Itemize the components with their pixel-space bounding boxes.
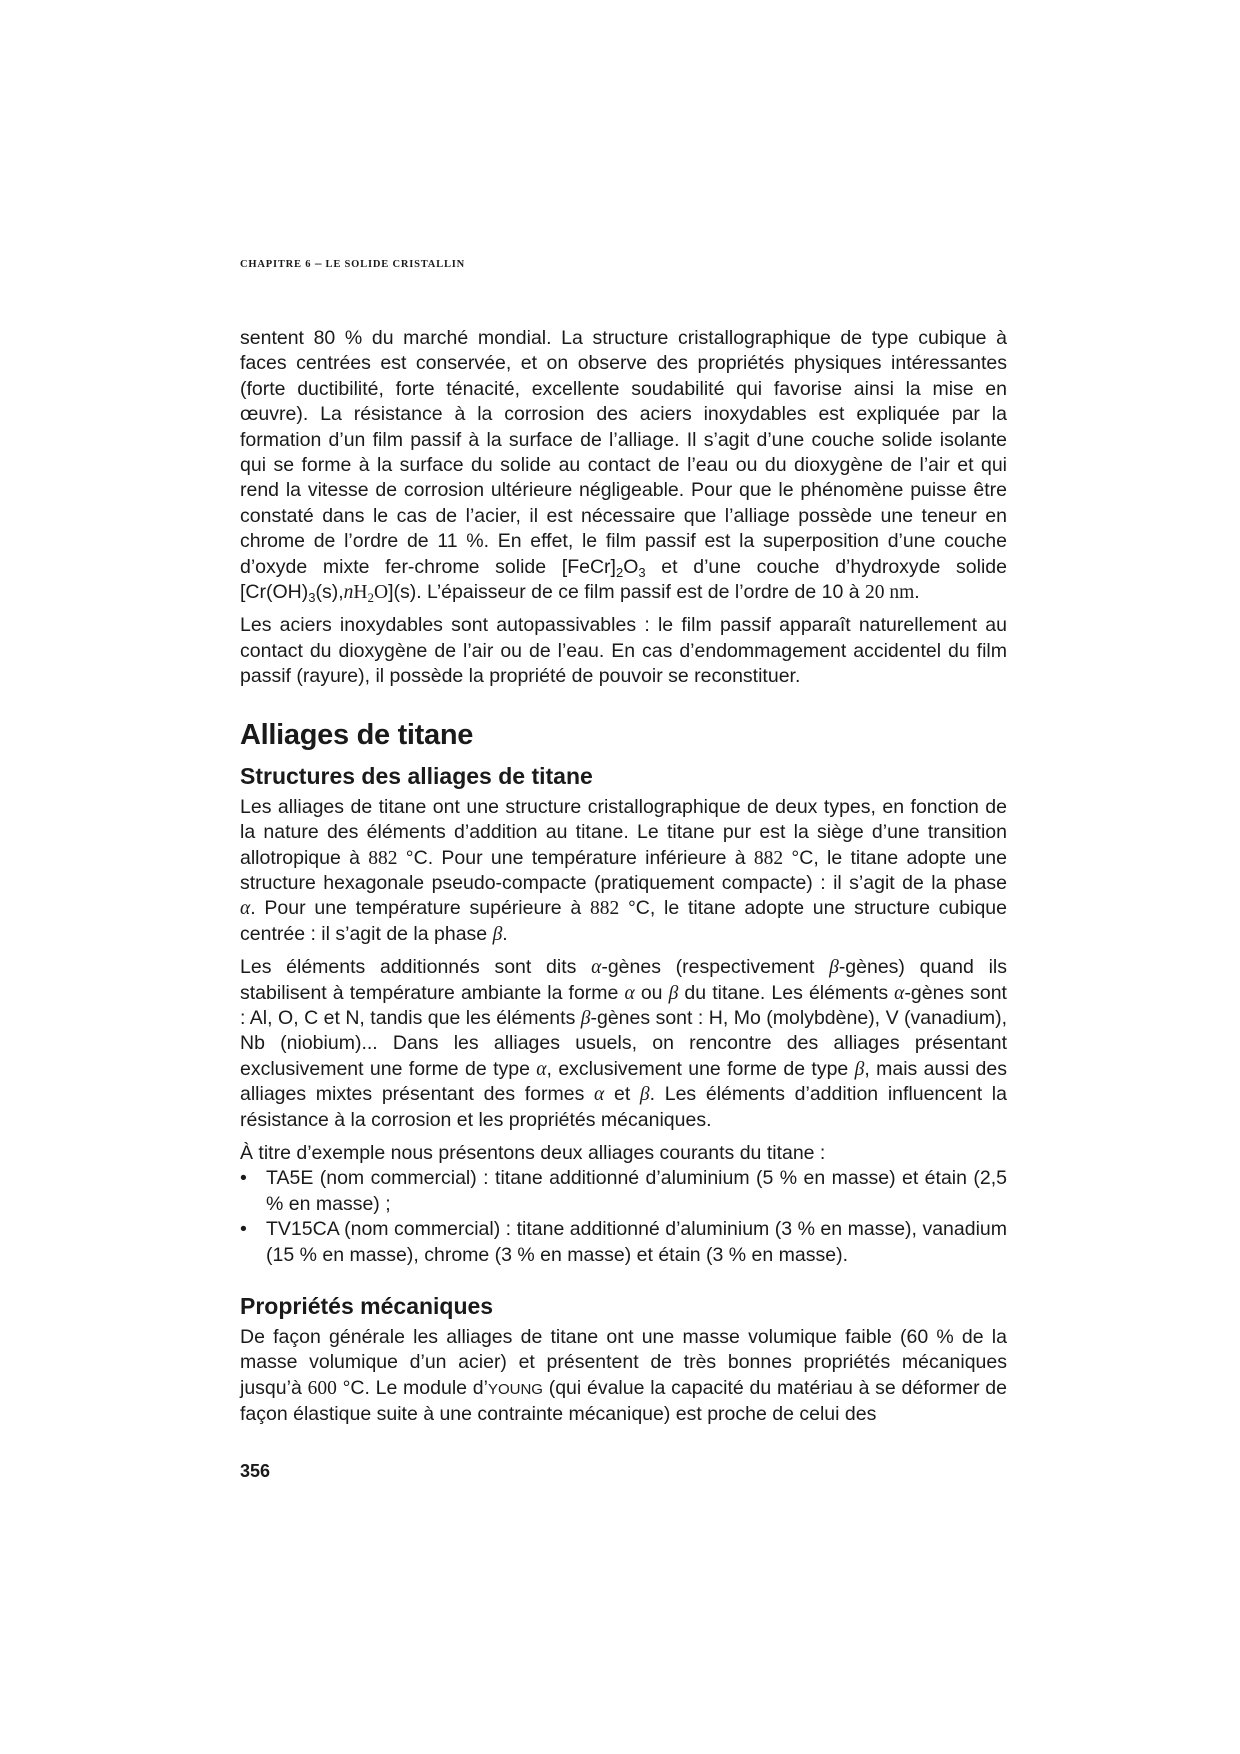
text-run: -gènes sont : Al, O, C et N, tandis que les éléments	[240, 981, 1007, 1029]
paragraph-autopassivable: Les aciers inoxydables sont autopassivables : le film passif apparaît naturellement au contact du dioxygène de l’air ou de l’eau. En cas d’endommagement accidentel du film passif (rayure), il possède la propriété de pouvoir se reconstituer.	[240, 614, 1007, 688]
text-run: -gènes (respectivement	[601, 956, 830, 979]
math-symbol: n	[343, 582, 354, 604]
list-item: • TV15CA (nom commercial) : titane additionné d’aluminium (3 % en masse), vanadium (15 % en masse), chrome (3 % en masse) et étain (3 % en masse).	[240, 1217, 1007, 1268]
paragraph-example-intro: À titre d’exemple nous présentons deux alliages courants du titane :	[240, 1141, 826, 1164]
paragraph-alloying-elements	[240, 955, 1007, 1133]
list-item: • TA5E (nom commercial) : titane additionné d’aluminium (5 % en masse) et étain (2,5 % en masse) ;	[240, 1166, 1007, 1217]
text-run: .	[914, 581, 920, 604]
math-number: 882	[753, 847, 784, 869]
running-head	[240, 255, 465, 271]
text-run: °C, le titane adopte une structure hexagonale pseudo-compacte (pratiquement compacte) : il s’agit de la phase	[240, 846, 1007, 894]
text-run: et	[604, 1083, 640, 1106]
paragraph-titanium-structures	[240, 795, 1007, 947]
text-run: -gènes sont : H, Mo (molybdène), V (vanadium), Nb (niobium)... Dans les alliages usuels, on rencontre des alliages présentant exclusivement une forme de type	[240, 1006, 1007, 1080]
text-run: . Pour une température supérieure à	[250, 897, 590, 920]
math-symbol: β	[580, 1007, 591, 1029]
math-number: 20 nm	[864, 582, 915, 604]
math-symbol: β	[854, 1058, 865, 1080]
text-run: .	[502, 922, 508, 945]
text-run: , mais aussi des alliages mixtes présentant des formes	[240, 1057, 1007, 1106]
text-run: sentent 80 % du marché mondial. La structure cristallographique de type cubique à faces centrées est conservée, et on observe des propriétés physiques intéressantes (forte ductibilité, forte ténacité, excellente soudabilité qui favorise ainsi la mise en œuvre). La résistance à la corrosion des aciers inoxydables est expliquée par la formation d’un film passif à la surface de l’alliage. Il s’agit d’une couche solide isolante qui se forme à la surface du solide au contact de l’eau ou du dioxygène de l’air et qui rend la vitesse de corrosion ultérieure négligeable. Pour que le phénomène puisse être constaté dans le cas de l’acier, il est nécessaire que l’alliage possède une teneur en chrome de l’ordre de 11 %. En effet, le film passif est la superposition d’une couche d’oxyde mixte fer-chrome solide [FeCr]	[240, 327, 1007, 578]
text-run: O	[623, 555, 639, 578]
text-run: du titane. Les éléments	[678, 981, 895, 1004]
math-symbol: H	[353, 582, 368, 604]
running-head-separator: –	[311, 255, 326, 270]
alloy-list	[240, 1166, 1007, 1268]
text-run: ou	[634, 981, 669, 1004]
math-symbol: α	[624, 982, 635, 1004]
text-run: De façon générale les alliages de titane ont une masse volumique faible (60 % de la masse volumique d’un acier) et présentent de très bonnes propriétés mécaniques jusqu’à	[240, 1326, 1007, 1399]
running-head-chapter: CHAPITRE 6	[240, 259, 312, 270]
page-number: 356	[240, 1461, 271, 1481]
math-symbol: O	[373, 582, 389, 604]
text-run: ](s). L’épaisseur de ce film passif est de l’ordre de 10 à	[388, 581, 865, 604]
text-run: , exclusivement une forme de type	[546, 1057, 855, 1080]
math-number: 882	[590, 898, 620, 920]
text-run: °C, le titane adopte une structure cubique centrée : il s’agit de la phase	[240, 897, 1007, 945]
text-run: Les éléments additionnés sont dits	[240, 956, 592, 979]
subscript: 2	[615, 564, 624, 580]
math-symbol: β	[492, 923, 503, 945]
text-run: °C. Pour une température inférieure à	[397, 846, 754, 869]
subscript: 3	[308, 590, 316, 606]
running-head-title: LE SOLIDE CRISTALLIN	[325, 259, 466, 270]
text-run: °C. Le module d’	[336, 1376, 488, 1399]
paragraph-stainless-steel	[240, 326, 1007, 605]
math-symbol: α	[240, 898, 251, 920]
math-number: 600	[307, 1377, 337, 1399]
text-run: -gènes) quand ils stabilisent à température ambiante la forme	[240, 956, 1007, 1004]
math-symbol: β	[829, 957, 839, 979]
subsection-title-structures: Structures des alliages de titane	[240, 762, 593, 789]
subscript: 3	[638, 564, 646, 580]
subsection-title-mechanical: Propriétés mécaniques	[240, 1293, 494, 1319]
math-symbol: α	[591, 957, 602, 979]
math-symbol: α	[594, 1084, 605, 1106]
paragraph-mechanical-properties	[240, 1325, 1007, 1428]
text-run: (qui évalue la capacité du matériau à se déformer de façon élastique suite à une contrainte mécanique) est proche de celui des	[240, 1376, 1008, 1426]
math-symbol: α	[894, 982, 905, 1004]
math-number: 882	[368, 847, 398, 869]
text-run: (s),	[315, 581, 344, 604]
math-symbol: α	[536, 1058, 547, 1080]
text-run: Les alliages de titane ont une structure cristallographique de deux types, en fonction de la nature des éléments d’addition au titane. Le titane pur est la siège d’une transition allotropique à	[240, 795, 1007, 869]
section-title: Alliages de titane	[240, 718, 474, 751]
text-run: et d’une couche d’hydroxyde solide [Cr(OH)	[240, 555, 1007, 604]
text-run: . Les éléments d’addition influencent la résistance à la corrosion et les propriétés mécaniques.	[240, 1083, 1007, 1131]
math-symbol: β	[639, 1084, 650, 1106]
page-content	[240, 326, 1007, 1436]
subscript: 2	[367, 590, 374, 606]
math-symbol: β	[668, 982, 679, 1004]
small-caps-name: YOUNG	[487, 1380, 543, 1398]
